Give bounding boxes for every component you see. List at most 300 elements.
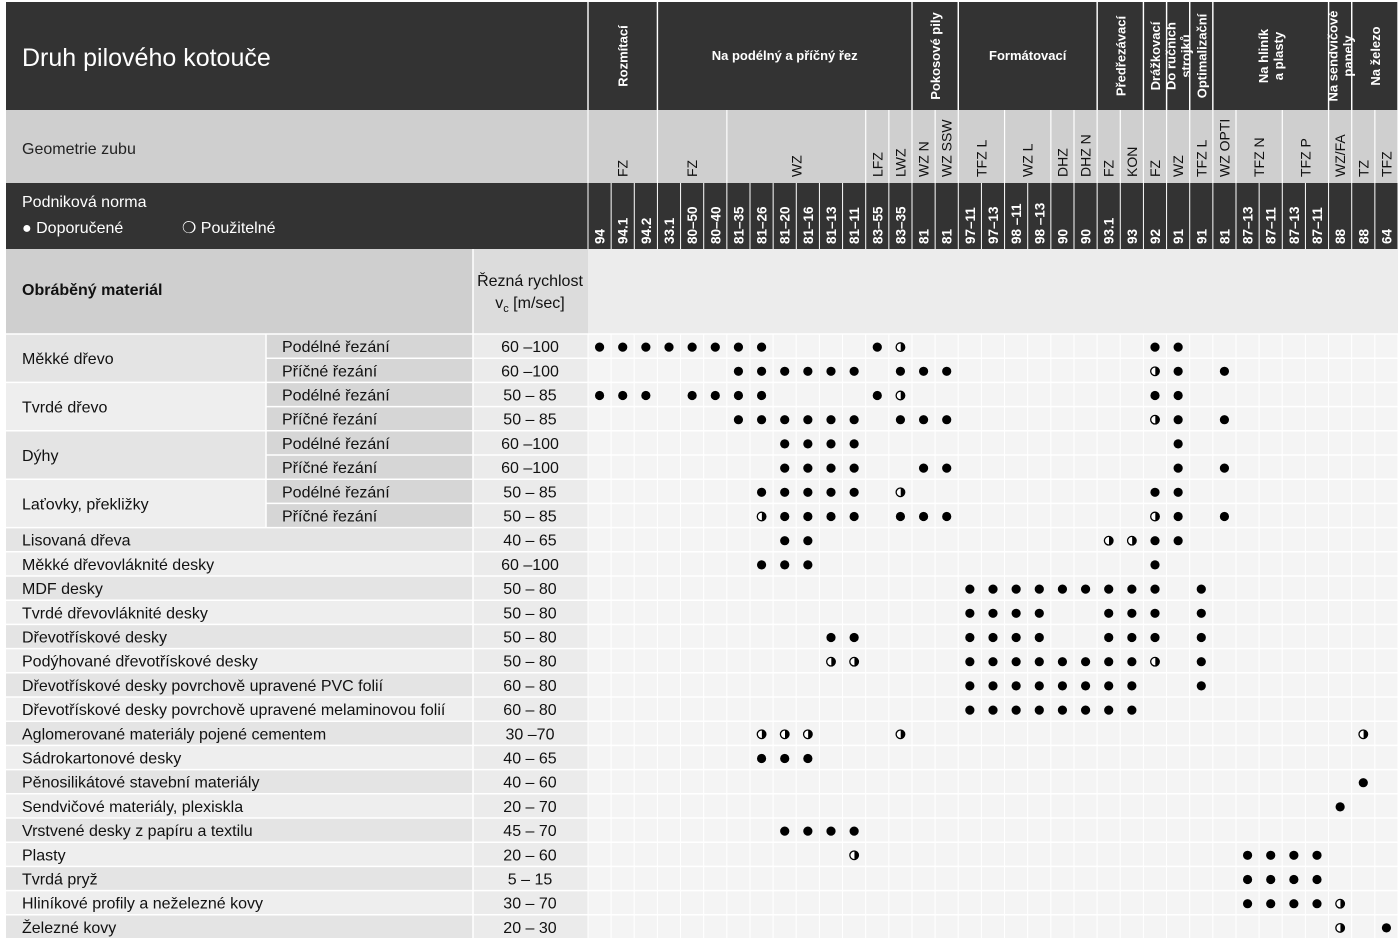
matrix-cell xyxy=(1352,818,1375,842)
matrix-cell xyxy=(634,745,657,769)
matrix-cell xyxy=(912,431,935,455)
matrix-cell xyxy=(1375,818,1398,842)
speed-value: 60 –100 xyxy=(501,460,559,478)
group-label: Do ručních xyxy=(1163,22,1179,90)
matrix-cell xyxy=(1074,600,1097,624)
cut-type: Podélné řezání xyxy=(282,339,390,357)
matrix-cell xyxy=(1167,552,1190,576)
matrix-cell xyxy=(1167,818,1190,842)
matrix-cell xyxy=(750,697,773,721)
matrix-cell xyxy=(1005,455,1028,479)
matrix-cell xyxy=(1190,334,1213,358)
matrix-cell xyxy=(1120,745,1143,769)
matrix-cell xyxy=(1259,818,1282,842)
matrix-cell xyxy=(611,721,634,745)
matrix-cell xyxy=(1375,528,1398,552)
recommended-mark xyxy=(1266,899,1275,908)
matrix-cell xyxy=(704,479,727,503)
legend-recommended: ● Doporučené xyxy=(22,220,124,237)
matrix-cell xyxy=(704,891,727,915)
matrix-cell xyxy=(1097,479,1120,503)
matrix-cell xyxy=(1305,600,1328,624)
matrix-cell xyxy=(1028,891,1051,915)
matrix-cell xyxy=(1213,673,1236,697)
norm-label-8: 81–20 xyxy=(777,206,793,244)
matrix-cell xyxy=(889,455,912,479)
recommended-mark xyxy=(1104,633,1113,642)
matrix-cell xyxy=(657,770,680,794)
norm-label-30: 87–13 xyxy=(1286,206,1302,244)
matrix-cell xyxy=(727,673,750,697)
recommended-mark xyxy=(1174,391,1183,400)
matrix-cell xyxy=(1375,479,1398,503)
matrix-cell xyxy=(611,407,634,431)
norm-label-4: 80–50 xyxy=(685,206,701,244)
matrix-cell xyxy=(1190,842,1213,866)
matrix-cell xyxy=(657,528,680,552)
norm-label-28: 87–13 xyxy=(1240,206,1256,244)
matrix-cell xyxy=(1097,721,1120,745)
matrix-cell xyxy=(1028,431,1051,455)
matrix-cell xyxy=(819,600,842,624)
recommended-mark xyxy=(1359,778,1368,787)
matrix-cell xyxy=(819,576,842,600)
norm-label-20: 90 xyxy=(1055,228,1071,244)
matrix-cell xyxy=(1097,842,1120,866)
matrix-cell xyxy=(843,552,866,576)
group-label: Rozmítací xyxy=(615,25,631,87)
matrix-cell xyxy=(1305,624,1328,648)
matrix-cell xyxy=(1167,600,1190,624)
matrix-cell xyxy=(611,649,634,673)
speed-value: 60 –100 xyxy=(501,339,559,357)
matrix-cell xyxy=(1143,455,1166,479)
matrix-cell xyxy=(1329,770,1352,794)
matrix-cell xyxy=(1051,382,1074,406)
matrix-cell xyxy=(1213,382,1236,406)
recommended-mark xyxy=(734,415,743,424)
speed-value: 20 – 30 xyxy=(503,919,557,937)
matrix-cell xyxy=(1236,382,1259,406)
matrix-cell xyxy=(843,770,866,794)
matrix-cell xyxy=(1329,479,1352,503)
matrix-cell xyxy=(1120,794,1143,818)
matrix-cell xyxy=(935,649,958,673)
matrix-cell xyxy=(1375,770,1398,794)
matrix-cell xyxy=(912,673,935,697)
matrix-cell xyxy=(1005,721,1028,745)
matrix-cell xyxy=(611,673,634,697)
matrix-cell xyxy=(1236,697,1259,721)
matrix-cell xyxy=(1213,528,1236,552)
recommended-mark xyxy=(1150,585,1159,594)
matrix-cell xyxy=(1282,431,1305,455)
norm-label-25: 91 xyxy=(1171,228,1187,244)
matrix-cell xyxy=(1236,770,1259,794)
recommended-mark xyxy=(803,367,812,376)
matrix-cell xyxy=(843,334,866,358)
matrix-cell xyxy=(681,407,704,431)
matrix-cell xyxy=(866,842,889,866)
recommended-mark xyxy=(1197,657,1206,666)
recommended-mark xyxy=(919,512,928,521)
matrix-cell xyxy=(935,479,958,503)
matrix-cell xyxy=(1352,503,1375,527)
group-label: strojků xyxy=(1178,34,1194,78)
recommended-mark xyxy=(850,488,859,497)
matrix-cell xyxy=(1282,697,1305,721)
matrix-cell xyxy=(1213,334,1236,358)
group-label: Formátovací xyxy=(989,48,1067,63)
matrix-cell xyxy=(704,745,727,769)
matrix-cell xyxy=(750,842,773,866)
matrix-cell xyxy=(958,818,981,842)
matrix-cell xyxy=(1259,673,1282,697)
recommended-mark xyxy=(896,415,905,424)
recommended-mark xyxy=(1174,512,1183,521)
matrix-cell xyxy=(1190,915,1213,938)
matrix-cell xyxy=(866,770,889,794)
matrix-cell xyxy=(681,794,704,818)
matrix-cell xyxy=(750,673,773,697)
matrix-cell xyxy=(1282,915,1305,938)
matrix-cell xyxy=(1375,624,1398,648)
recommended-mark xyxy=(780,488,789,497)
matrix-cell xyxy=(1213,818,1236,842)
matrix-cell xyxy=(1005,431,1028,455)
matrix-cell xyxy=(1051,431,1074,455)
recommended-mark xyxy=(688,391,697,400)
recommended-mark xyxy=(1243,899,1252,908)
matrix-cell xyxy=(935,697,958,721)
matrix-cell xyxy=(912,721,935,745)
matrix-cell xyxy=(1005,866,1028,890)
matrix-cell xyxy=(1028,479,1051,503)
matrix-cell xyxy=(1305,431,1328,455)
matrix-cell xyxy=(1375,576,1398,600)
matrix-cell xyxy=(935,600,958,624)
matrix-cell xyxy=(588,455,611,479)
recommended-mark xyxy=(896,512,905,521)
geometry-label-18: TFZ P xyxy=(1297,138,1314,177)
matrix-cell xyxy=(889,431,912,455)
matrix-cell xyxy=(866,673,889,697)
recommended-mark xyxy=(942,512,951,521)
matrix-cell xyxy=(611,503,634,527)
matrix-cell xyxy=(1097,382,1120,406)
matrix-cell xyxy=(819,866,842,890)
matrix-cell xyxy=(588,600,611,624)
matrix-cell xyxy=(1120,818,1143,842)
matrix-cell xyxy=(981,794,1004,818)
matrix-cell xyxy=(1190,503,1213,527)
recommended-mark xyxy=(896,367,905,376)
matrix-cell xyxy=(1005,552,1028,576)
matrix-cell xyxy=(773,649,796,673)
recommended-mark xyxy=(988,681,997,690)
matrix-cell xyxy=(912,818,935,842)
recommended-mark xyxy=(1035,706,1044,715)
recommended-mark xyxy=(1266,875,1275,884)
matrix-cell xyxy=(1329,455,1352,479)
matrix-cell xyxy=(1305,552,1328,576)
matrix-cell xyxy=(588,818,611,842)
matrix-cell xyxy=(935,673,958,697)
matrix-cell xyxy=(1305,770,1328,794)
matrix-cell xyxy=(1259,600,1282,624)
material-name: Sendvičové materiály, plexiskla xyxy=(22,798,244,816)
matrix-cell xyxy=(727,528,750,552)
matrix-cell xyxy=(1282,649,1305,673)
material-name: Dýhy xyxy=(22,448,59,465)
matrix-cell xyxy=(981,431,1004,455)
matrix-cell xyxy=(796,334,819,358)
matrix-cell xyxy=(750,528,773,552)
matrix-cell xyxy=(1282,479,1305,503)
norm-label-32: 88 xyxy=(1333,228,1349,244)
matrix-cell xyxy=(958,431,981,455)
matrix-cell xyxy=(1005,770,1028,794)
cut-type: Příčné řezání xyxy=(282,411,378,429)
matrix-cell xyxy=(1282,552,1305,576)
matrix-cell xyxy=(935,915,958,938)
matrix-cell xyxy=(1074,479,1097,503)
matrix-cell xyxy=(1352,528,1375,552)
matrix-cell xyxy=(843,382,866,406)
recommended-mark xyxy=(780,827,789,836)
matrix-cell xyxy=(1028,915,1051,938)
material-name: Hliníkové profily a neželezné kovy xyxy=(22,895,264,913)
matrix-cell xyxy=(657,407,680,431)
recommended-mark xyxy=(965,585,974,594)
matrix-cell xyxy=(1236,600,1259,624)
matrix-cell xyxy=(704,649,727,673)
matrix-cell xyxy=(958,891,981,915)
matrix-cell xyxy=(1167,891,1190,915)
matrix-cell xyxy=(1120,382,1143,406)
matrix-cell xyxy=(657,721,680,745)
matrix-cell xyxy=(889,528,912,552)
recommended-mark xyxy=(1012,609,1021,618)
matrix-cell xyxy=(819,528,842,552)
matrix-cell xyxy=(704,673,727,697)
geometry-label-10: DHZ N xyxy=(1077,134,1094,177)
matrix-cell xyxy=(1305,528,1328,552)
matrix-cell xyxy=(1074,770,1097,794)
matrix-cell xyxy=(1074,721,1097,745)
matrix-cell xyxy=(1051,866,1074,890)
matrix-cell xyxy=(727,866,750,890)
matrix-cell xyxy=(866,697,889,721)
matrix-cell xyxy=(866,745,889,769)
matrix-cell xyxy=(935,624,958,648)
norm-label-27: 81 xyxy=(1217,228,1233,244)
matrix-cell xyxy=(1097,334,1120,358)
matrix-cell xyxy=(843,866,866,890)
matrix-cell xyxy=(1259,794,1282,818)
matrix-cell xyxy=(1259,455,1282,479)
matrix-cell xyxy=(1375,745,1398,769)
matrix-cell xyxy=(727,552,750,576)
recommended-mark xyxy=(1104,681,1113,690)
recommended-mark xyxy=(1289,899,1298,908)
recommended-mark xyxy=(1012,657,1021,666)
material-name: MDF desky xyxy=(22,581,103,599)
matrix-cell xyxy=(1143,866,1166,890)
matrix-cell xyxy=(1329,842,1352,866)
matrix-cell xyxy=(1143,842,1166,866)
norm-label-14: 81 xyxy=(916,228,932,244)
matrix-cell xyxy=(1167,842,1190,866)
matrix-cell xyxy=(588,407,611,431)
matrix-cell xyxy=(1329,382,1352,406)
matrix-cell xyxy=(1259,745,1282,769)
matrix-cell xyxy=(1236,503,1259,527)
matrix-cell xyxy=(912,891,935,915)
matrix-cell xyxy=(1352,479,1375,503)
matrix-cell xyxy=(796,866,819,890)
matrix-cell xyxy=(958,382,981,406)
matrix-cell xyxy=(727,770,750,794)
matrix-cell xyxy=(657,649,680,673)
matrix-cell xyxy=(773,697,796,721)
matrix-cell xyxy=(819,382,842,406)
matrix-cell xyxy=(866,455,889,479)
matrix-cell xyxy=(773,915,796,938)
matrix-cell xyxy=(704,818,727,842)
recommended-mark xyxy=(826,415,835,424)
matrix-cell xyxy=(588,745,611,769)
recommended-mark xyxy=(1382,923,1391,932)
matrix-cell xyxy=(1282,576,1305,600)
recommended-mark xyxy=(1127,657,1136,666)
matrix-cell xyxy=(1329,866,1352,890)
matrix-cell xyxy=(1074,794,1097,818)
speed-value: 40 – 60 xyxy=(503,774,557,792)
matrix-cell xyxy=(727,624,750,648)
matrix-cell xyxy=(704,624,727,648)
matrix-cell xyxy=(866,818,889,842)
matrix-cell xyxy=(1236,552,1259,576)
matrix-cell xyxy=(843,600,866,624)
matrix-cell xyxy=(704,794,727,818)
group-label: Předřezávací xyxy=(1113,15,1129,97)
matrix-cell xyxy=(704,503,727,527)
matrix-cell xyxy=(681,479,704,503)
matrix-cell xyxy=(681,503,704,527)
recommended-mark xyxy=(1174,464,1183,473)
recommended-mark xyxy=(595,391,604,400)
recommended-mark xyxy=(757,391,766,400)
matrix-cell xyxy=(1236,794,1259,818)
geometry-label-3: LFZ xyxy=(869,152,886,177)
matrix-cell xyxy=(1120,455,1143,479)
recommended-mark xyxy=(1197,609,1206,618)
matrix-cell xyxy=(819,915,842,938)
matrix-cell xyxy=(634,431,657,455)
recommended-mark xyxy=(1058,706,1067,715)
matrix-cell xyxy=(611,552,634,576)
matrix-cell xyxy=(1213,794,1236,818)
matrix-cell xyxy=(866,528,889,552)
matrix-cell xyxy=(866,576,889,600)
matrix-cell xyxy=(1259,407,1282,431)
material-name: Vrstvené desky z papíru a textilu xyxy=(22,823,253,841)
norm-label-10: 81–13 xyxy=(824,206,839,244)
material-header: Obráběný materiál xyxy=(22,282,163,299)
matrix-cell xyxy=(657,891,680,915)
matrix-cell xyxy=(634,866,657,890)
matrix-cell xyxy=(1282,358,1305,382)
matrix-cell xyxy=(843,673,866,697)
matrix-cell xyxy=(866,649,889,673)
matrix-cell xyxy=(1120,721,1143,745)
matrix-cell xyxy=(843,528,866,552)
matrix-cell xyxy=(889,624,912,648)
matrix-cell xyxy=(1352,600,1375,624)
matrix-cell xyxy=(1259,334,1282,358)
matrix-cell xyxy=(773,770,796,794)
matrix-cell xyxy=(1236,407,1259,431)
matrix-cell xyxy=(1352,455,1375,479)
matrix-cell xyxy=(1143,818,1166,842)
speed-value: 5 – 15 xyxy=(507,871,553,889)
matrix-cell xyxy=(1329,721,1352,745)
matrix-cell xyxy=(588,673,611,697)
matrix-cell xyxy=(1143,745,1166,769)
recommended-mark xyxy=(1035,633,1044,642)
cut-type: Příčné řezání xyxy=(282,508,378,526)
matrix-cell xyxy=(1074,915,1097,938)
matrix-cell xyxy=(1143,915,1166,938)
material-name: Pěnosilikátové stavební materiály xyxy=(22,774,260,792)
matrix-cell xyxy=(611,891,634,915)
matrix-cell xyxy=(1236,479,1259,503)
norm-label-17: 97–13 xyxy=(986,206,1001,244)
matrix-cell xyxy=(681,576,704,600)
recommended-mark xyxy=(988,585,997,594)
matrix-cell xyxy=(1190,552,1213,576)
matrix-cell xyxy=(681,649,704,673)
recommended-mark xyxy=(919,367,928,376)
matrix-cell xyxy=(1005,818,1028,842)
matrix-cell xyxy=(681,528,704,552)
matrix-cell xyxy=(1259,431,1282,455)
matrix-cell xyxy=(727,745,750,769)
matrix-cell xyxy=(1329,649,1352,673)
norm-label-18: 98 –11 xyxy=(1009,203,1025,244)
matrix-cell xyxy=(681,552,704,576)
matrix-cell xyxy=(1282,624,1305,648)
matrix-cell xyxy=(588,794,611,818)
matrix-cell xyxy=(912,745,935,769)
matrix-cell xyxy=(773,382,796,406)
matrix-cell xyxy=(819,334,842,358)
matrix-cell xyxy=(1120,503,1143,527)
geometry-label-8: WZ L xyxy=(1019,143,1036,177)
matrix-cell xyxy=(981,891,1004,915)
matrix-cell xyxy=(1028,334,1051,358)
matrix-cell xyxy=(912,649,935,673)
matrix-cell xyxy=(657,431,680,455)
matrix-cell xyxy=(1167,576,1190,600)
recommended-mark xyxy=(1336,802,1345,811)
matrix-cell xyxy=(773,794,796,818)
matrix-cell xyxy=(1329,818,1352,842)
matrix-cell xyxy=(704,697,727,721)
norm-label-22: 93.1 xyxy=(1101,217,1117,244)
matrix-cell xyxy=(611,915,634,938)
